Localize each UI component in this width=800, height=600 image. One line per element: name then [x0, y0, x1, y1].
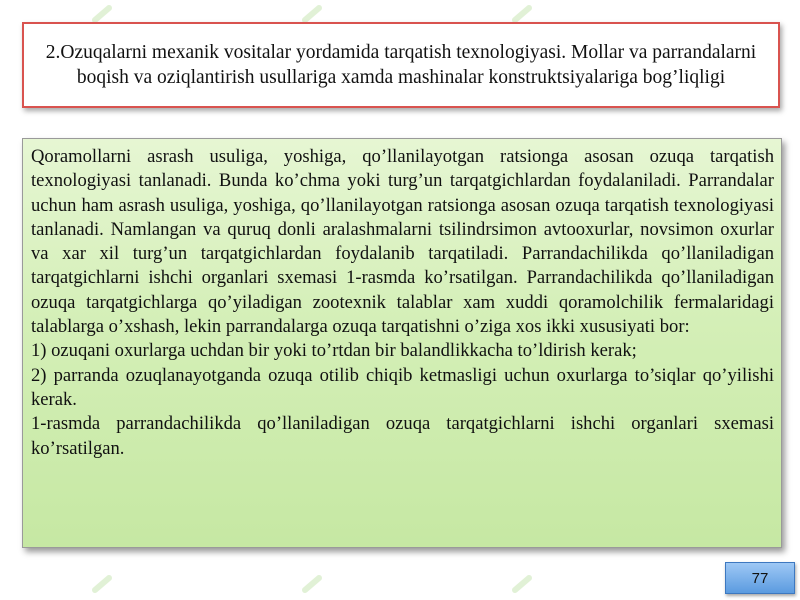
paragraph-requirement-1: 1) ozuqani oxurlarga uchdan bir yoki to’rtdan bir balandlikkacha to’ldirish kerak; [31, 340, 637, 362]
slide-title-box [22, 22, 780, 108]
content-box [22, 138, 782, 548]
paragraph-main: Qoramollarni asrash usuliga, yoshiga, qo’llanilayotgan ratsionga asosan ozuqa tarqatish texnologiyasi tanlanadi. Bunda ko’chma yoki turg’un tarqatgichlardan foydalaniladi. Parrandalar uchun ham asrash usuliga, yoshiga, qo’llanilayotgan ratsionga asosan ozuqa tarqatish texnologiyasi tanlanadi. Namlangan va quruq donli aralashmalarni tsilindrsimon avtooxurlar, novsimon oxurlar va xar xil turg’un tarqatgichlardan foydalanib tarqatiladi. Parrandachilikda qo’llaniladigan tarqatgichlarni ishchi organlari sxemasi 1-rasmda ko’rsatilgan. Parrandachilikda qo’llaniladigan ozuqa tarqatgichlarga qo’yiladigan zootexnik talablar xam xuddi qoramolchilik fermalaridagi talablarga o’xshash, lekin parrandalarga ozuqa tarqatishni o’ziga xos ikki xususiyati bor: [31, 146, 774, 338]
page-number: 77 [751, 569, 769, 587]
paragraph-requirement-2: 2) parranda ozuqlanayotganda ozuqa otilib chiqib ketmasligi uchun oxurlarga to’siqlar qo’yilishi kerak. [31, 364, 774, 410]
slide-title: 2.Ozuqalarni mexanik vositalar yordamida tarqatish texnologiyasi. Mollar va parrandalarni boqish va oziqlantirish usullariga xamda mashinalar konstruktsiyalariga bog’liqligi [45, 42, 757, 88]
page-number-badge [725, 562, 795, 594]
paragraph-figure-reference: 1-rasmda parrandachilikda qo’llaniladigan ozuqa tarqatgichlarni ishchi organlari sxemasi ko’rsatilgan. [31, 413, 774, 459]
